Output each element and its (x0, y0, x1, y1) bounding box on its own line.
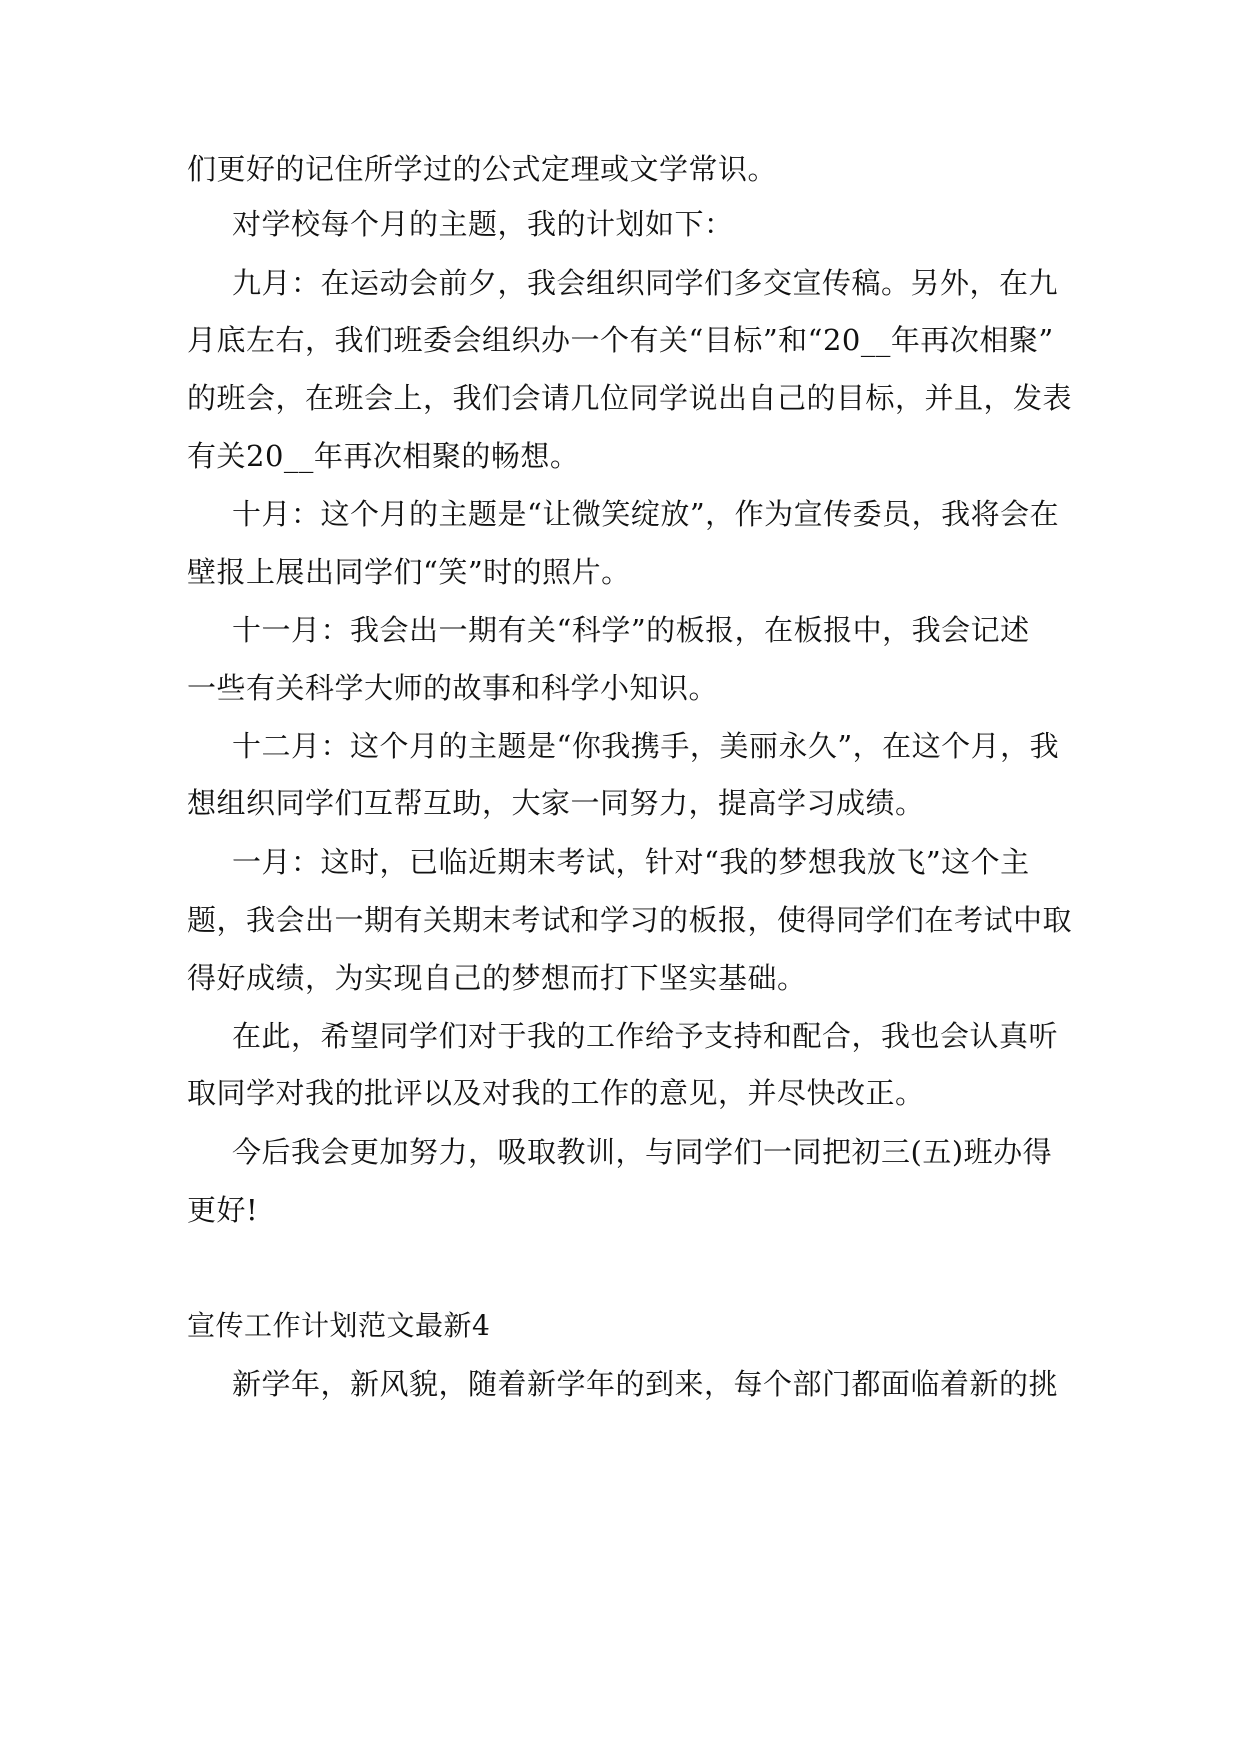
text-line: 月底左右，我们班委会组织办一个有关“目标”和“20__年再次相聚” (187, 323, 1054, 357)
text-line: 壁报上展出同学们“笑”时的照片。 (187, 555, 631, 589)
text-line: 对学校每个月的主题，我的计划如下： (232, 207, 734, 241)
text-line: 十月：这个月的主题是“让微笑绽放”，作为宣传委员，我将会在 (232, 497, 1060, 531)
text-line: 想组织同学们互帮互助，大家一同努力，提高学习成绩。 (187, 786, 925, 820)
text-line: 一些有关科学大师的故事和科学小知识。 (187, 671, 719, 705)
text-line: 十一月：我会出一期有关“科学”的板报，在板报中，我会记述 (232, 613, 1030, 647)
text-line: 们更好的记住所学过的公式定理或文学常识。 (187, 152, 778, 186)
text-line: 十二月：这个月的主题是“你我携手，美丽永久”，在这个月，我 (232, 729, 1060, 763)
text-line: 在此，希望同学们对于我的工作给予支持和配合，我也会认真听 (232, 1019, 1059, 1053)
section-heading: 宣传工作计划范文最新4 (187, 1309, 491, 1342)
text-line: 得好成绩，为实现自己的梦想而打下坚实基础。 (187, 961, 807, 995)
text-line: 更好! (187, 1193, 259, 1227)
text-line: 取同学对我的批评以及对我的工作的意见，并尽快改正。 (187, 1076, 925, 1110)
text-line: 新学年，新风貌，随着新学年的到来，每个部门都面临着新的挑 (232, 1367, 1059, 1401)
text-line: 的班会，在班会上，我们会请几位同学说出自己的目标，并且，发表 (187, 381, 1073, 415)
text-line: 今后我会更加努力，吸取教训，与同学们一同把初三(五)班办得 (232, 1135, 1053, 1169)
text-line: 一月：这时，已临近期末考试，针对“我的梦想我放飞”这个主 (232, 845, 1030, 879)
text-line: 有关20__年再次相聚的畅想。 (187, 439, 580, 473)
text-line: 九月：在运动会前夕，我会组织同学们多交宣传稿。另外，在九 (232, 266, 1059, 300)
text-line: 题，我会出一期有关期末考试和学习的板报，使得同学们在考试中取 (187, 903, 1073, 937)
